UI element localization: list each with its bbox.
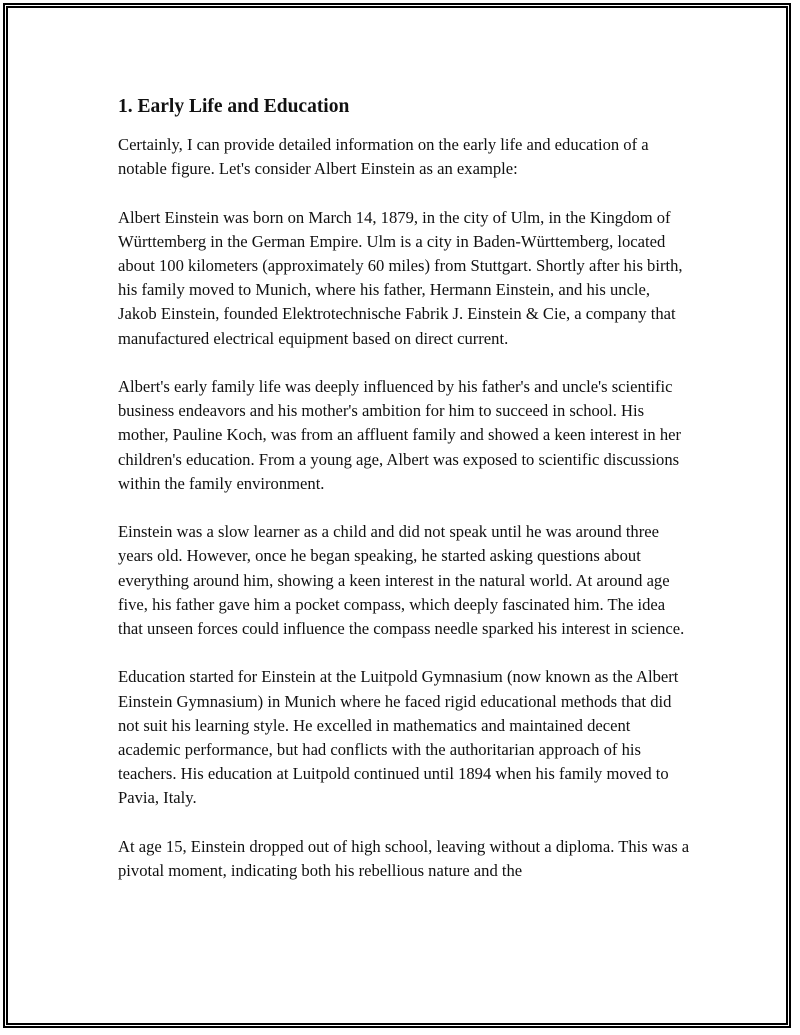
- paragraph-childhood: Einstein was a slow learner as a child and did not speak until he was around three years old. However, once he began speaking, he started asking questions about everything around him, showing a keen interest in the natural world. At around age five, his father gave him a pocket compass, which deeply fascinated him. The idea that unseen forces could influence the compass needle sparked his interest in science.: [118, 522, 685, 639]
- paragraph-dropout: At age 15, Einstein dropped out of high school, leaving without a diploma. This was a pivotal moment, indicating both his rebellious nature and the: [118, 836, 690, 881]
- document-body: [118, 95, 690, 907]
- paragraph-education: Education started for Einstein at the Luitpold Gymnasium (now known as the Albert Einstein Gymnasium) in Munich where he faced rigid educational methods that did not suit his learning style. He excelled in mathematics and maintained decent academic performance, but had conflicts with the authoritarian approach of his teachers. His education at Luitpold continued until 1894 when his family moved to Pavia, Italy.: [118, 667, 679, 808]
- section-heading: 1. Early Life and Education: [118, 96, 350, 117]
- paragraph-family: Albert's early family life was deeply influenced by his father's and uncle's scientific business endeavors and his mother's ambition for him to succeed in school. His mother, Pauline Koch, was from an affluent family and showed a keen interest in her children's education. From a young age, Albert was exposed to scientific discussions within the family environment.: [118, 377, 682, 493]
- paragraph-intro: Certainly, I can provide detailed information on the early life and education of a notable figure. Let's consider Albert Einstein as an example:: [118, 135, 649, 179]
- paragraph-birth: Albert Einstein was born on March 14, 1879, in the city of Ulm, in the Kingdom of Württemberg in the German Empire. Ulm is a city in Baden-Württemberg, located about 100 kilometers (approximately 60 miles) from Stuttgart. Shortly after his birth, his family moved to Munich, where his father, Hermann Einstein, and his uncle, Jakob Einstein, founded Elektrotechnische Fabrik J. Einstein & Cie, a company that manufactured electrical equipment based on direct current.: [118, 207, 683, 348]
